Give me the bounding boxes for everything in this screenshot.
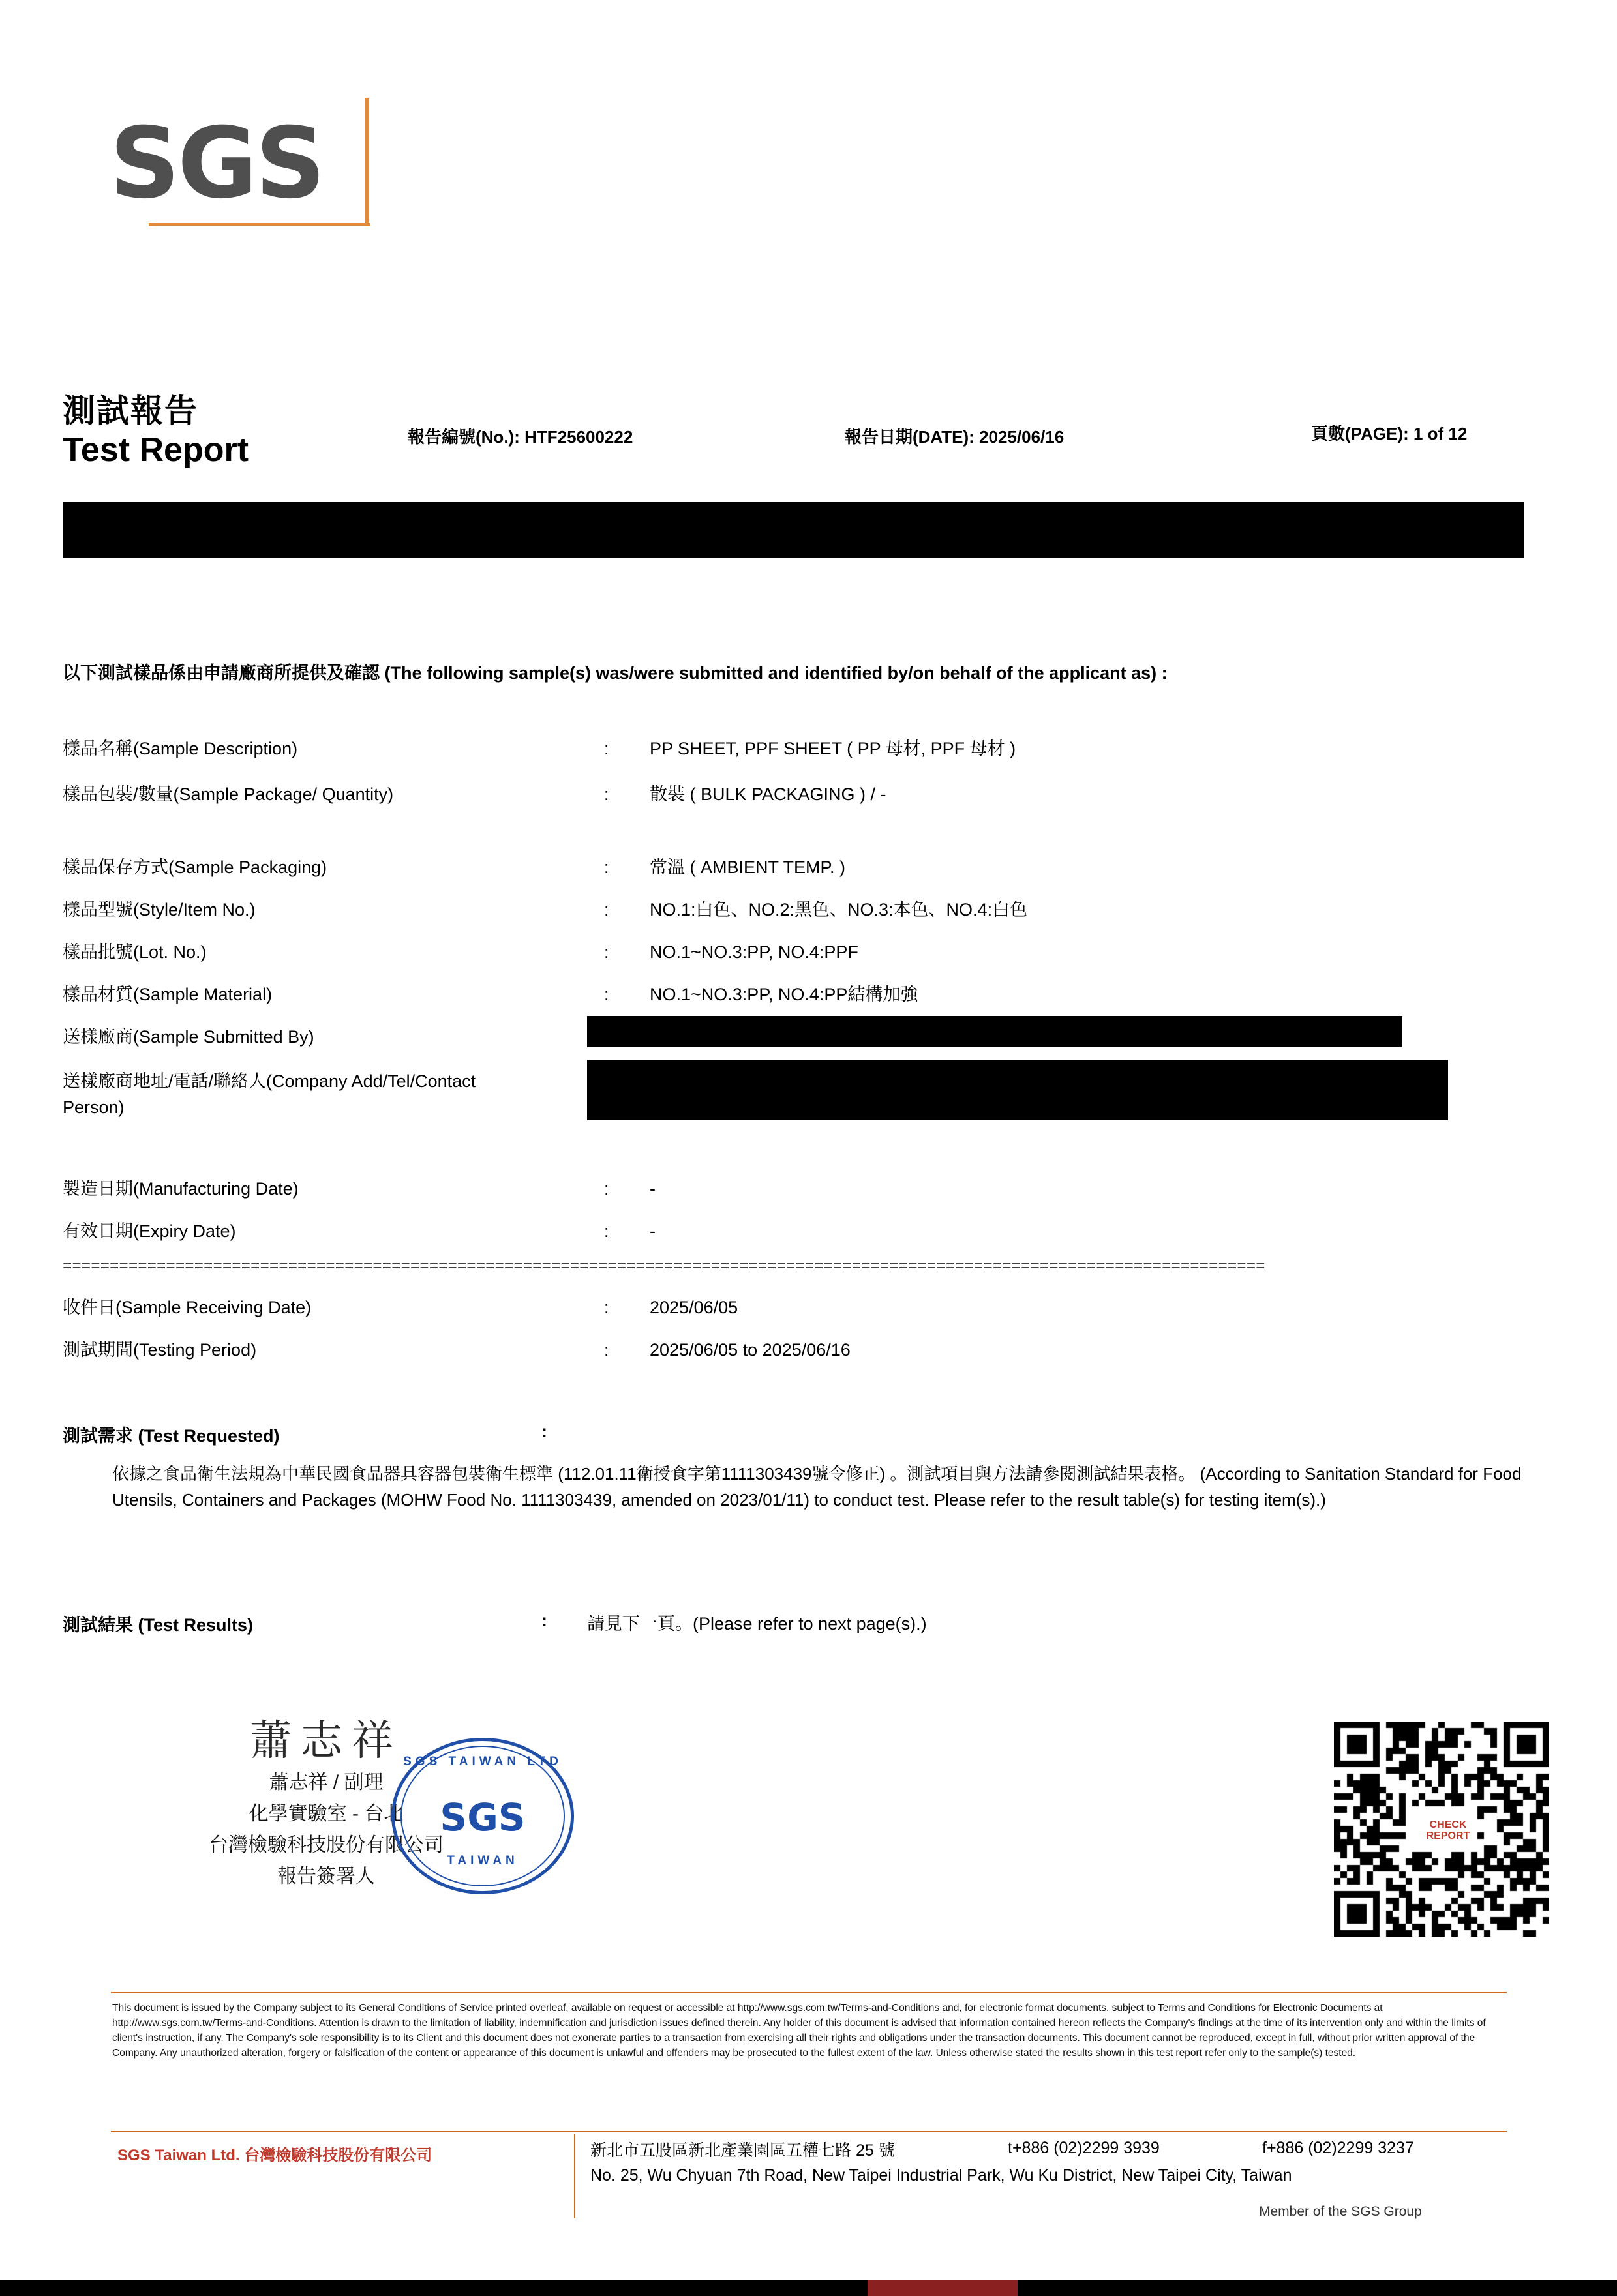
report-date: 報告日期(DATE): 2025/06/16 [845, 427, 1065, 447]
footer-vertical-rule [574, 2134, 575, 2218]
redaction-bar-submitted-by [587, 1016, 1402, 1047]
footer-company-name: SGS Taiwan Ltd. 台灣檢驗科技股份有限公司 [117, 2147, 432, 2164]
footer-fax: f+886 (02)2299 3237 [1262, 2139, 1414, 2157]
signatory-name-title: 蕭志祥 / 副理 [269, 1772, 384, 1793]
field-colon: : [604, 900, 609, 919]
test-requested-label: 測試需求 (Test Requested) [63, 1426, 280, 1446]
field-label: 樣品材質(Sample Material) [63, 985, 273, 1004]
test-results-label: 測試結果 (Test Results) [63, 1615, 254, 1635]
page-title-en: Test Report [63, 431, 249, 469]
field-value: NO.1~NO.3:PP, NO.4:PP結構加強 [650, 985, 918, 1004]
field-label: 製造日期(Manufacturing Date) [63, 1179, 299, 1199]
footer-address-cn: 新北市五股區新北產業園區五權七路 25 號 [590, 2141, 895, 2160]
intro-paragraph: 以下測試樣品係由申請廠商所提供及確認 (The following sample(s) was/were submitted and identified by/on behalf of the applicant as) : [63, 663, 1168, 683]
field-label: 樣品型號(Style/Item No.) [63, 900, 256, 919]
field-label: 測試期間(Testing Period) [63, 1340, 257, 1360]
field-colon: : [604, 985, 609, 1004]
footer-member-note: Member of the SGS Group [1259, 2204, 1422, 2219]
signatory-company: 台灣檢驗科技股份有限公司 [209, 1834, 444, 1856]
test-results-value: 請見下一頁。(Please refer to next page(s).) [587, 1614, 927, 1633]
field-label: 收件日(Sample Receiving Date) [63, 1298, 312, 1317]
sgs-stamp-icon [391, 1738, 581, 1901]
field-colon: : [604, 1298, 609, 1317]
qr-check-report-label [1422, 1819, 1474, 1841]
field-value: - [650, 1179, 656, 1199]
field-label: 樣品名稱(Sample Description) [63, 739, 298, 758]
field-colon: : [604, 942, 609, 962]
scan-edge-bar [0, 2280, 1617, 2296]
signatory-role: 報告簽署人 [277, 1866, 375, 1887]
signatory-lab: 化學實驗室 - 台北 [249, 1803, 404, 1825]
field-value: 常溫 ( AMBIENT TEMP. ) [650, 857, 846, 877]
test-requested-body: 依據之食品衛生法規為中華民國食品器具容器包裝衛生標準 (112.01.11衛授食字第1111303439號令修正) 。測試項目與方法請參閱測試結果表格。 (According to Sanitation Standard for Food Utensils, Containers and Packages (MOHW Food No. 1111303439, amended on 2023/01/11) to conduct test. Please refer to the result table(s) for testing item(s).) [112, 1464, 1522, 1510]
test-results-colon: : [541, 1611, 547, 1630]
field-label: 樣品批號(Lot. No.) [63, 942, 207, 962]
section-divider: ================================================================================================================================ [63, 1259, 1265, 1276]
field-colon: : [604, 1221, 609, 1241]
field-label: 送樣廠商(Sample Submitted By) [63, 1027, 314, 1047]
footer-rule-bottom [111, 2131, 1507, 2132]
field-value: NO.1~NO.3:PP, NO.4:PPF [650, 942, 858, 962]
field-value: - [650, 1221, 656, 1241]
stamp-top-text: SGS TAIWAN LTD [403, 1755, 562, 1768]
field-colon: : [604, 1179, 609, 1199]
test-requested-colon: : [541, 1422, 547, 1441]
field-value: 2025/06/05 [650, 1298, 738, 1317]
footer-address-en: No. 25, Wu Chyuan 7th Road, New Taipei Industrial Park, Wu Ku District, New Taipei City, Taiwan [590, 2166, 1292, 2184]
field-label: 樣品包裝/數量(Sample Package/ Quantity) [63, 784, 394, 804]
field-colon: : [604, 857, 609, 877]
redaction-bar-applicant [63, 502, 1524, 558]
field-value: PP SHEET, PPF SHEET ( PP 母材, PPF 母材 ) [650, 739, 1016, 758]
field-colon: : [604, 1340, 609, 1360]
footer-telephone: t+886 (02)2299 3939 [1008, 2139, 1160, 2157]
field-label: 送樣廠商地址/電話/聯絡人(Company Add/Tel/Contact Person) [63, 1071, 476, 1117]
field-value: 2025/06/05 to 2025/06/16 [650, 1340, 851, 1360]
sgs-logo [110, 98, 384, 254]
redaction-bar-company-address [587, 1060, 1448, 1091]
field-colon: : [604, 784, 609, 804]
footer-rule-top [111, 1992, 1507, 1993]
footer-terms-text: This document is issued by the Company subject to its General Conditions of Service printed overleaf, available on request or accessible at http://www.sgs.com.tw/Terms-and-Conditions and, for electronic format documents, subject to Terms and Conditions for Electronic Documents at http://www.sgs.com.tw/Terms-and-Conditions. Attention is drawn to the limitation of liability, indemnification and jurisdiction issues defined therein. Any holder of this document is advised that information contained hereon reflects the Company's findings at the time of its intervention only and within the limits of client's instruction, if any. The Company's sole responsibility is to its Client and this document does not exonerate parties to a transaction from exercising all their rights and obligations under the transaction documents. This document cannot be reproduced, except in full, without prior written approval of the Company. Any unauthorized alteration, forgery or falsification of the content or appearance of this document is unlawful and offenders may be prosecuted to the fullest extent of the law. Unless otherwise stated the results shown in this test report refer only to the sample(s) tested. [112, 2003, 1486, 2059]
field-label: 樣品保存方式(Sample Packaging) [63, 857, 327, 877]
qr-label-line1: CHECK [1429, 1819, 1467, 1830]
field-value: NO.1:白色、NO.2:黑色、NO.3:本色、NO.4:白色 [650, 900, 1028, 919]
page-number: 頁數(PAGE): 1 of 12 [1311, 424, 1468, 443]
page-title-cn: 測試報告 [63, 393, 198, 429]
field-value: 散裝 ( BULK PACKAGING ) / - [650, 784, 886, 804]
report-number: 報告編號(No.): HTF25600222 [408, 427, 633, 447]
stamp-center-text: SGS [440, 1795, 526, 1840]
qr-label-line2: REPORT [1426, 1830, 1470, 1841]
field-colon: : [604, 739, 609, 758]
logo-horizontal-rule [149, 223, 370, 226]
stamp-bottom-text: TAIWAN [447, 1854, 519, 1868]
field-label: 有效日期(Expiry Date) [63, 1221, 236, 1241]
logo-text: SGS [110, 107, 324, 220]
handwritten-signature: 蕭志祥 [250, 1717, 402, 1765]
scan-edge-bar-accent [868, 2280, 1018, 2296]
redaction-bar-company-address-2 [587, 1091, 1448, 1120]
logo-vertical-rule [365, 98, 369, 225]
